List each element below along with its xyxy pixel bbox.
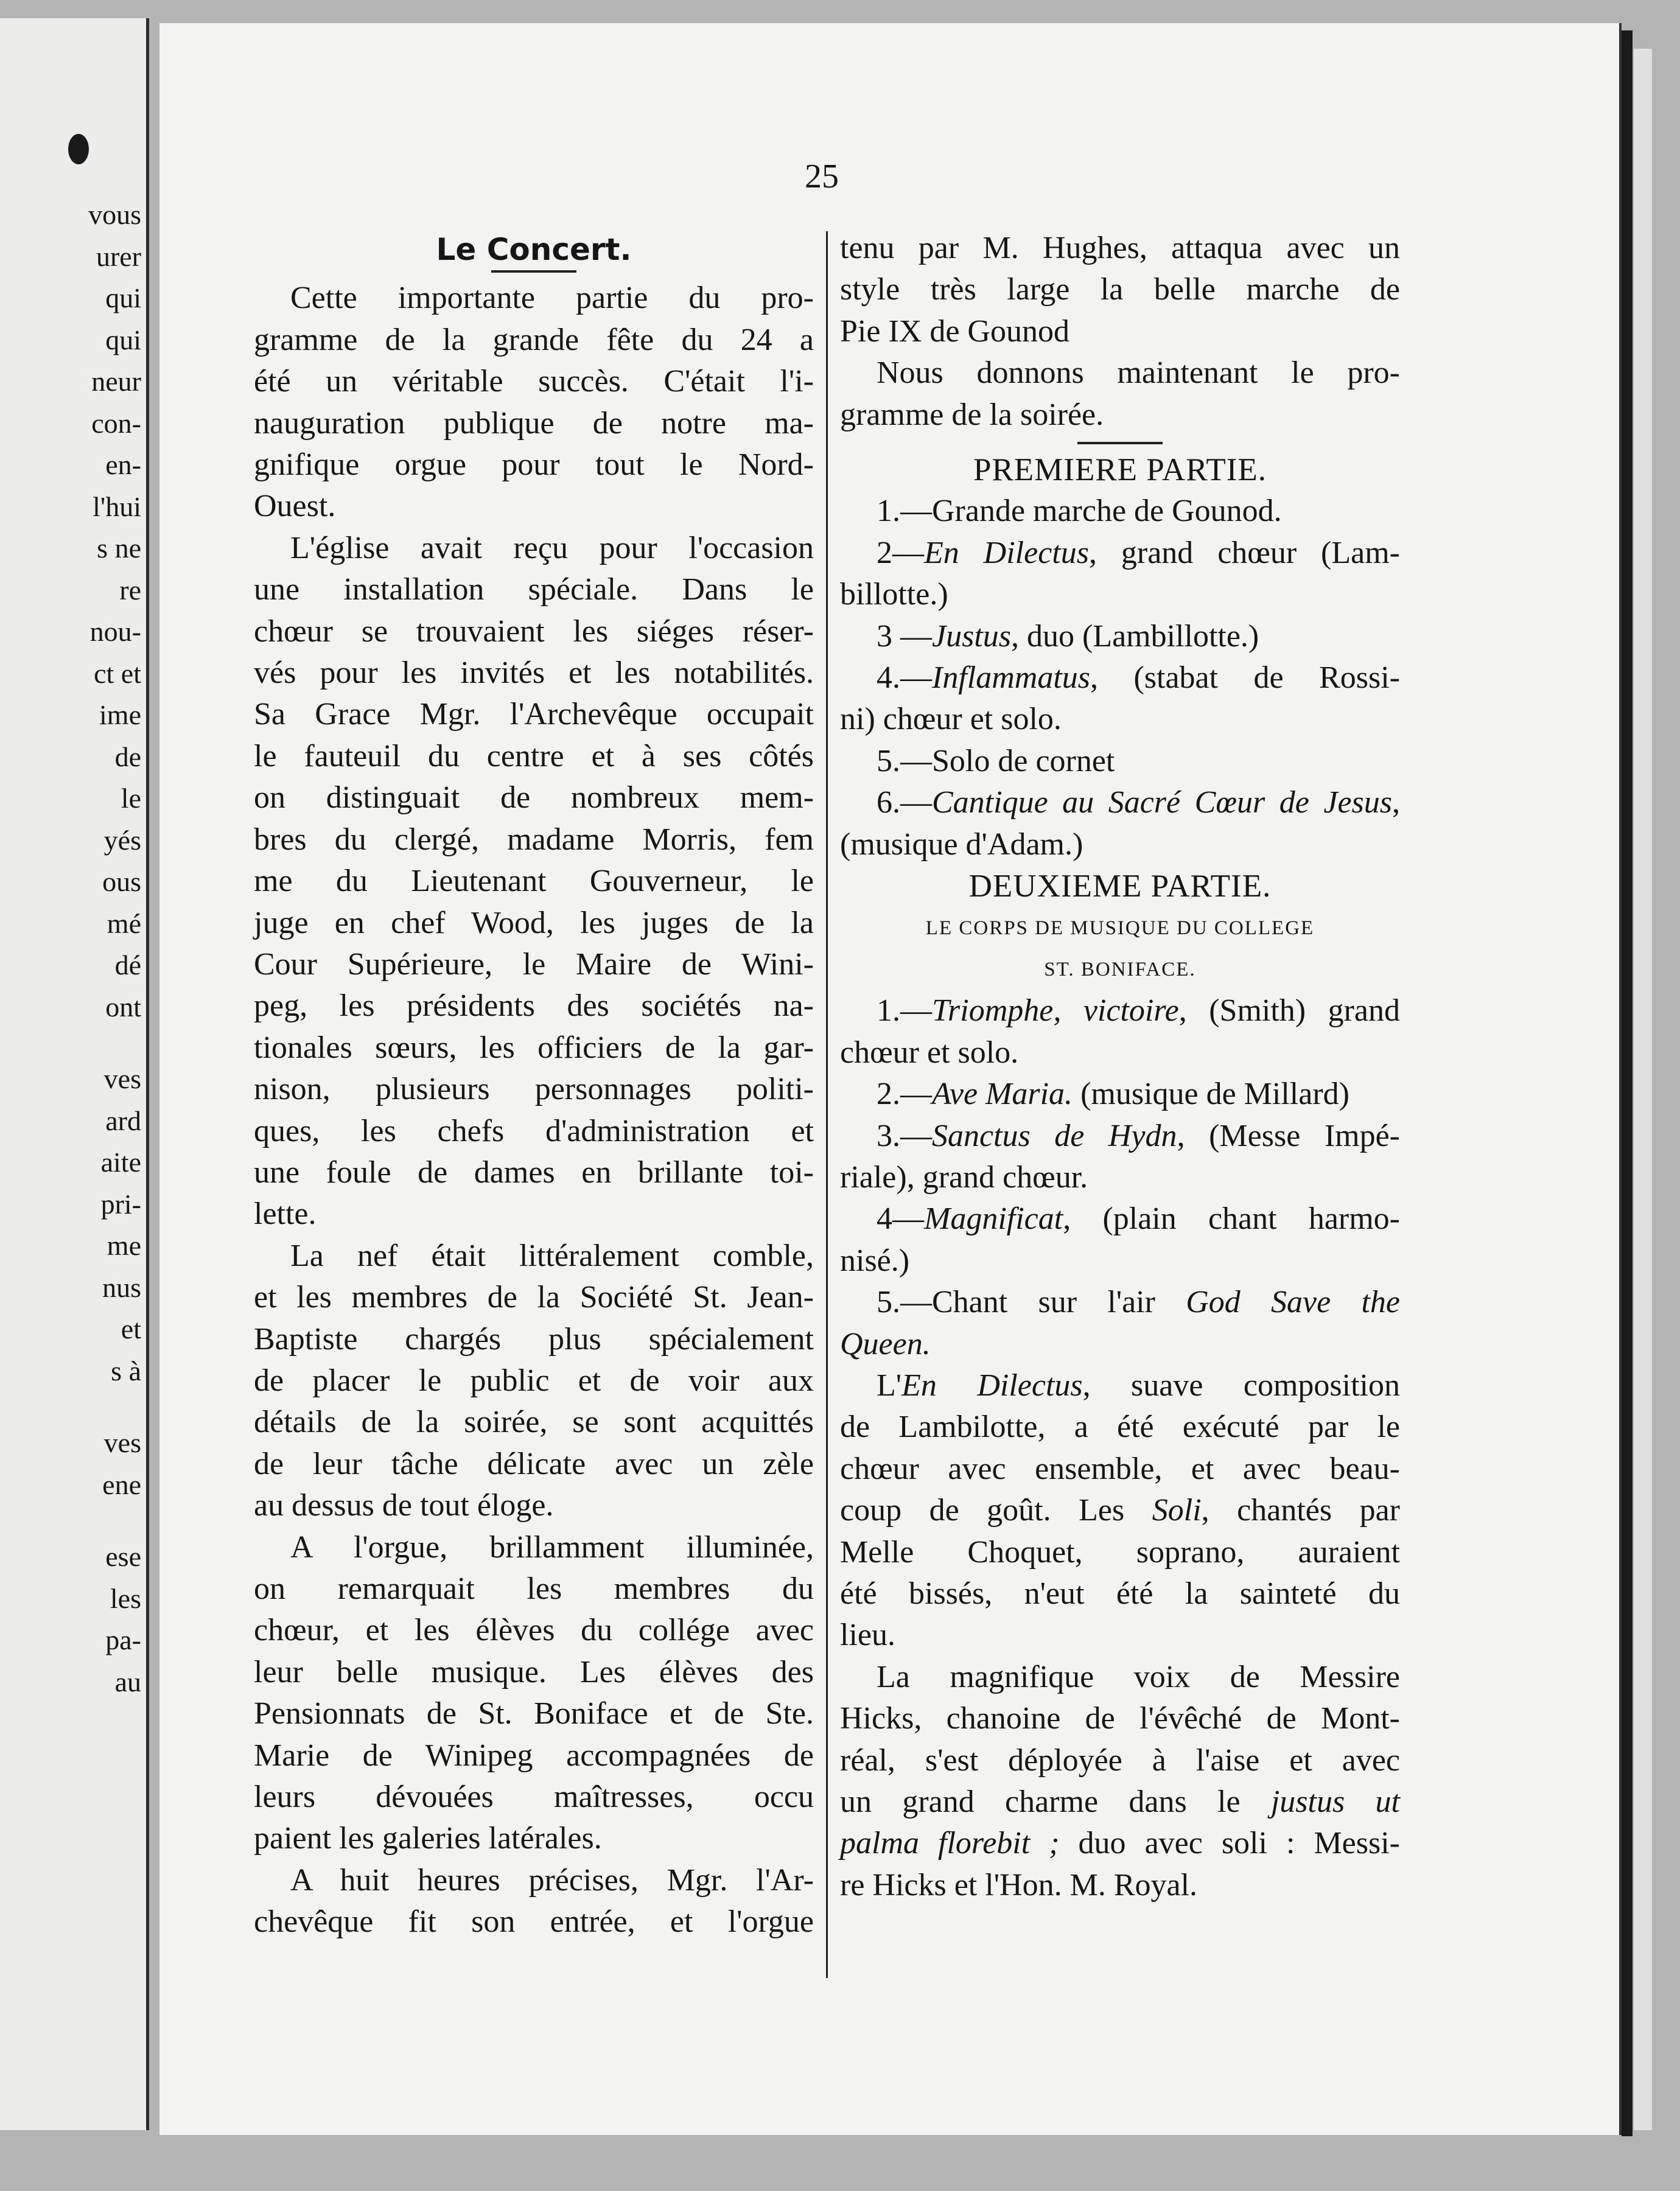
- item-number: 6.—: [877, 785, 932, 820]
- text-line: Pie IX de Gounod: [840, 313, 1069, 349]
- text-line: peg, les présidents des sociétés na-: [254, 988, 814, 1024]
- text-line: [840, 1823, 1400, 1864]
- left-fragment-line: en-: [105, 449, 141, 480]
- text-line: La nef était littéralement comble,: [290, 1238, 814, 1273]
- item-continuation: [840, 1324, 1400, 1365]
- text-line: Melle Choquet, soprano, auraient: [840, 1534, 1400, 1570]
- item-number: 3.—: [877, 1118, 932, 1153]
- text-line: vés pour les invités et les notabilités.: [254, 655, 814, 691]
- left-fragment-line: re: [119, 574, 141, 606]
- text-line: ques, les chefs d'administration et: [254, 1113, 814, 1148]
- part2-sub-2: ST. BONIFACE.: [1044, 958, 1196, 980]
- left-fragment-line: vous: [88, 199, 141, 230]
- left-fragment-line: ous: [102, 866, 141, 897]
- left-fragment-line: et: [121, 1313, 141, 1344]
- left-fragment-line: dé: [114, 949, 141, 980]
- review-paragraph-1: [840, 1365, 1400, 1657]
- program-item: [840, 741, 1400, 782]
- item-continuation: (musique d'Adam.): [840, 826, 1083, 862]
- item-title: Magnificat: [924, 1201, 1063, 1237]
- item-detail: , (Messe Impé-: [1177, 1118, 1400, 1153]
- part2-sub-1: LE CORPS DE MUSIQUE DU COLLEGE: [925, 917, 1315, 939]
- text-line: réal, s'est déployée à l'aise et avec: [840, 1742, 1400, 1778]
- program-item: [840, 1074, 1400, 1115]
- item-detail: Chant sur l'air: [932, 1285, 1186, 1320]
- program-item: [840, 1198, 1400, 1240]
- text-line: La magnifique voix de Messire: [877, 1659, 1400, 1694]
- text-line: une foule de dames en brillante toi-: [254, 1155, 814, 1190]
- program-item: [840, 491, 1400, 532]
- text-line: gramme de la soirée.: [840, 397, 1104, 432]
- left-fragment-line: urer: [96, 240, 141, 272]
- text-line: chœur avec ensemble, et avec beau-: [840, 1451, 1400, 1486]
- item-title: God Save the: [1186, 1285, 1400, 1320]
- text-line: on distinguait de nombreux mem-: [254, 780, 814, 816]
- text-line: de leur tâche délicate avec un zèle: [254, 1446, 814, 1481]
- text-line: A huit heures précises, Mgr. l'Ar-: [290, 1862, 814, 1898]
- item-number: 2—: [877, 535, 924, 570]
- item-number: 5.—: [877, 743, 932, 778]
- text-line: Marie de Winipeg accompagnées de: [254, 1738, 814, 1773]
- part2-title: DEUXIEME PARTIE.: [968, 868, 1272, 904]
- text-line: au dessus de tout éloge.: [254, 1488, 554, 1523]
- work-title: justus ut: [1270, 1784, 1400, 1820]
- item-number: 2.—: [877, 1077, 932, 1112]
- text-line: bres du clergé, madame Morris, fem: [254, 822, 814, 857]
- text-line: paient les galeries latérales.: [254, 1821, 602, 1856]
- text-line: Cette importante partie du pro-: [290, 281, 814, 316]
- item-title: Triomphe, victoire: [932, 993, 1179, 1029]
- item-continuation: nisé.): [840, 1243, 910, 1278]
- item-title: Ave Maria.: [932, 1077, 1073, 1112]
- item-continuation: billotte.): [840, 577, 948, 612]
- left-fragment-line: ves: [103, 1063, 141, 1094]
- item-title: Inflammatus: [932, 660, 1090, 696]
- left-column: [254, 229, 814, 1943]
- left-fragment-line: qui: [105, 282, 141, 313]
- text-run: L': [877, 1368, 902, 1403]
- left-fragment-line: ime: [99, 699, 141, 730]
- review-paragraph-2: [840, 1657, 1400, 1906]
- ink-blot: [68, 134, 89, 164]
- text-line: lieu.: [840, 1618, 895, 1653]
- text-line: re Hicks et l'Hon. M. Royal.: [840, 1867, 1198, 1903]
- text-line: [840, 1365, 1400, 1407]
- left-fragment-line: de: [114, 741, 141, 772]
- left-fragment-line: pri-: [100, 1188, 141, 1220]
- left-fragment-line: me: [107, 1230, 141, 1261]
- part2-list: [840, 990, 1400, 1365]
- heading-rule: [491, 270, 576, 273]
- left-fragment-line: yés: [103, 824, 141, 856]
- text-run: , chantés par: [1201, 1493, 1401, 1528]
- text-line: tionales sœurs, les officiers de la gar-: [254, 1030, 814, 1065]
- text-line: de Lambilotte, a été exécuté par le: [840, 1410, 1400, 1445]
- item-title: En Dilectus: [924, 535, 1089, 570]
- column-divider: [826, 231, 828, 1978]
- text-line: leurs dévouées maîtresses, occu: [254, 1780, 814, 1815]
- left-fragment-line: les: [110, 1582, 141, 1614]
- item-detail: , duo (Lambillotte.): [1011, 618, 1259, 654]
- item-detail: , (Smith) grand: [1178, 993, 1400, 1029]
- left-paragraphs: [254, 278, 814, 1943]
- left-fragment-line: ene: [102, 1469, 141, 1500]
- item-number: 1.—: [877, 494, 932, 529]
- text-line: le fauteuil du centre et à ses côtés: [254, 738, 814, 774]
- program-item: [840, 616, 1400, 657]
- text-line: Baptiste chargés plus spécialement: [254, 1321, 814, 1357]
- left-fragment-line: pa-: [105, 1624, 141, 1655]
- left-fragment-line: mé: [107, 907, 141, 939]
- text-line: de placer le public et de voir aux: [254, 1363, 814, 1398]
- text-line: [840, 1490, 1400, 1531]
- left-fragment-line: nou-: [89, 616, 141, 647]
- item-detail: Solo de cornet: [932, 743, 1115, 778]
- part1-list: [840, 491, 1400, 865]
- text-run: un grand charme dans le: [840, 1784, 1271, 1820]
- item-detail: , grand chœur (Lam-: [1088, 535, 1400, 570]
- text-line: tenu par M. Hughes, attaqua avec un: [840, 231, 1400, 265]
- text-run: , suave composition: [1082, 1368, 1400, 1403]
- left-fragment-line: neur: [91, 366, 141, 397]
- text-line: nauguration publique de notre ma-: [254, 405, 814, 441]
- text-line: juge en chef Wood, les juges de la: [254, 905, 814, 940]
- work-title: En Dilectus: [901, 1368, 1083, 1403]
- item-number: 4.—: [877, 660, 932, 696]
- left-fragment-line: ese: [105, 1541, 141, 1572]
- left-fragment-line: l'hui: [93, 491, 141, 522]
- program-item: [840, 533, 1400, 574]
- left-fragment-line: aite: [100, 1147, 141, 1178]
- program-item: [840, 782, 1400, 823]
- left-fragment-line: qui: [105, 324, 141, 355]
- left-fragment-line: ard: [105, 1105, 141, 1136]
- text-line: et les membres de la Société St. Jean-: [254, 1280, 814, 1315]
- item-continuation: riale), grand chœur.: [840, 1159, 1088, 1195]
- left-fragment-line: le: [121, 783, 141, 814]
- text-line: on remarquait les membres du: [254, 1571, 814, 1606]
- page-edge: [1622, 30, 1633, 2136]
- text-line: gnifique orgue pour tout le Nord-: [254, 447, 814, 483]
- text-line: Ouest.: [254, 489, 336, 524]
- text-line: chœur se trouvaient les siéges réser-: [254, 613, 814, 649]
- item-detail: , (plain chant harmo-: [1063, 1201, 1400, 1237]
- text-line: style très large la belle marche de: [840, 272, 1400, 307]
- text-line: L'église avait reçu pour l'occasion: [290, 530, 814, 565]
- work-title: palma florebit ;: [840, 1826, 1060, 1861]
- left-page-fragment: [0, 18, 149, 2130]
- right-column: [840, 228, 1400, 1906]
- page-edge-light: [1634, 49, 1652, 2130]
- text-line: Nous donnons maintenant le pro-: [877, 355, 1400, 391]
- left-fragment-line: s ne: [97, 533, 141, 564]
- left-fragment-line: ct et: [94, 657, 141, 689]
- program-item: [840, 1282, 1400, 1323]
- text-line: Hicks, chanoine de l'évêché de Mont-: [840, 1701, 1400, 1736]
- text-run: coup de goût. Les: [840, 1493, 1152, 1528]
- left-fragment-line: nus: [102, 1271, 141, 1303]
- item-title: Justus: [932, 618, 1011, 654]
- item-title: Sanctus de Hydn: [932, 1118, 1177, 1153]
- article-heading: Le Concert.: [436, 232, 632, 267]
- part1-title: PREMIERE PARTIE.: [973, 452, 1267, 488]
- item-detail: Grande marche de Gounod.: [932, 494, 1282, 529]
- text-line: leur belle musique. Les élèves des: [254, 1654, 814, 1690]
- item-number: 4—: [877, 1201, 924, 1237]
- text-line: chœur, et les élèves du collége avec: [254, 1613, 814, 1648]
- program-item: [840, 657, 1400, 699]
- item-number: 1.—: [877, 993, 932, 1029]
- text-line: détails de la soirée, se sont acquittés: [254, 1405, 814, 1440]
- text-run: duo avec soli : Messi-: [1059, 1826, 1400, 1861]
- text-line: une installation spéciale. Dans le: [254, 572, 814, 607]
- text-line: été un véritable succès. C'était l'i-: [254, 364, 814, 399]
- intro-paragraph: [840, 228, 1400, 352]
- left-fragment-line: ont: [105, 991, 141, 1022]
- left-fragment-line: con-: [91, 407, 141, 439]
- item-detail: (musique de Millard): [1073, 1077, 1349, 1112]
- text-line: été bissés, n'eut été la sainteté du: [840, 1576, 1400, 1611]
- left-fragment-line: ves: [103, 1427, 141, 1458]
- text-line: Sa Grace Mgr. l'Archevêque occupait: [254, 697, 814, 732]
- text-line: Cour Supérieure, le Maire de Wini-: [254, 946, 814, 982]
- text-line: A l'orgue, brillamment illuminée,: [290, 1529, 814, 1565]
- page-number: 25: [805, 158, 839, 195]
- program-item: [840, 990, 1400, 1032]
- left-fragment-line: au: [114, 1666, 141, 1697]
- text-line: [840, 1781, 1400, 1823]
- text-line: gramme de la grande fête du 24 a: [254, 322, 814, 357]
- text-line: nison, plusieurs personnages politi-: [254, 1072, 814, 1107]
- text-line: Pensionnats de St. Boniface et de Ste.: [254, 1696, 814, 1731]
- section-rule: [1077, 442, 1163, 444]
- program-item: [840, 1116, 1400, 1157]
- text-line: me du Lieutenant Gouverneur, le: [254, 864, 814, 899]
- item-number: 5.—: [877, 1285, 932, 1320]
- text-line: chevêque fit son entrée, et l'orgue: [254, 1904, 814, 1940]
- item-continuation: chœur et solo.: [840, 1035, 1019, 1070]
- item-detail: ,: [1392, 785, 1400, 820]
- item-title: Cantique au Sacré Cœur de Jesus: [932, 785, 1392, 820]
- item-detail: , (stabat de Rossi-: [1090, 660, 1400, 696]
- item-number: 3 —: [877, 618, 932, 654]
- left-fragment-line: s à: [111, 1355, 141, 1386]
- item-continuation: ni) chœur et solo.: [840, 702, 1062, 737]
- work-title: Soli: [1152, 1493, 1202, 1528]
- announce-paragraph: [840, 352, 1400, 436]
- text-line: lette.: [254, 1197, 317, 1232]
- item-title: Queen.: [840, 1326, 931, 1361]
